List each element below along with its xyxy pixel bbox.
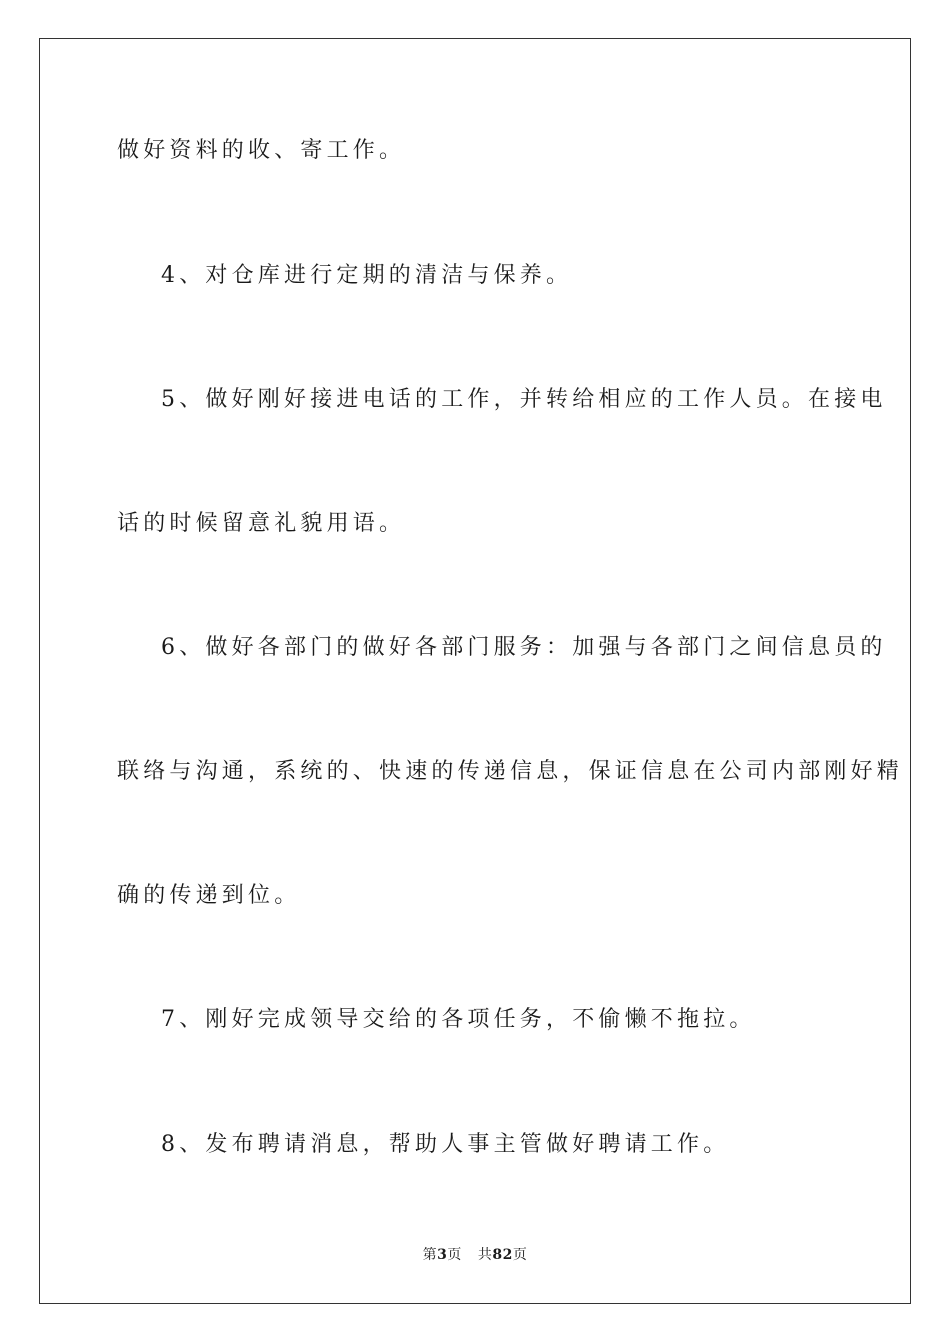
text-line: 确的传递到位。 bbox=[117, 883, 301, 908]
total-pages: 82 bbox=[492, 1247, 513, 1263]
page-number: 3 bbox=[437, 1247, 448, 1263]
page-border bbox=[39, 38, 911, 1304]
total-prefix: 共 bbox=[477, 1247, 493, 1263]
page-prefix: 第 bbox=[422, 1247, 438, 1263]
list-item-7: 7、刚好完成领导交给的各项任务，不偷懒不拖拉。 bbox=[161, 1007, 756, 1032]
list-item-4: 4、对仓库进行定期的清洁与保养。 bbox=[161, 263, 573, 288]
text-line: 做好资料的收、寄工作。 bbox=[117, 138, 406, 163]
page-suffix: 页 bbox=[447, 1247, 462, 1263]
list-item-8: 8、发布聘请消息，帮助人事主管做好聘请工作。 bbox=[161, 1132, 730, 1157]
text-line: 联络与沟通，系统的、快速的传递信息，保证信息在公司内部刚好精 bbox=[117, 759, 904, 784]
list-item-6: 6、做好各部门的做好各部门服务：加强与各部门之间信息员的 bbox=[161, 635, 887, 660]
page-footer bbox=[0, 1245, 950, 1265]
list-item-5: 5、做好刚好接进电话的工作，并转给相应的工作人员。在接电 bbox=[161, 387, 887, 412]
total-suffix: 页 bbox=[512, 1247, 528, 1263]
text-line: 话的时候留意礼貌用语。 bbox=[117, 511, 406, 536]
